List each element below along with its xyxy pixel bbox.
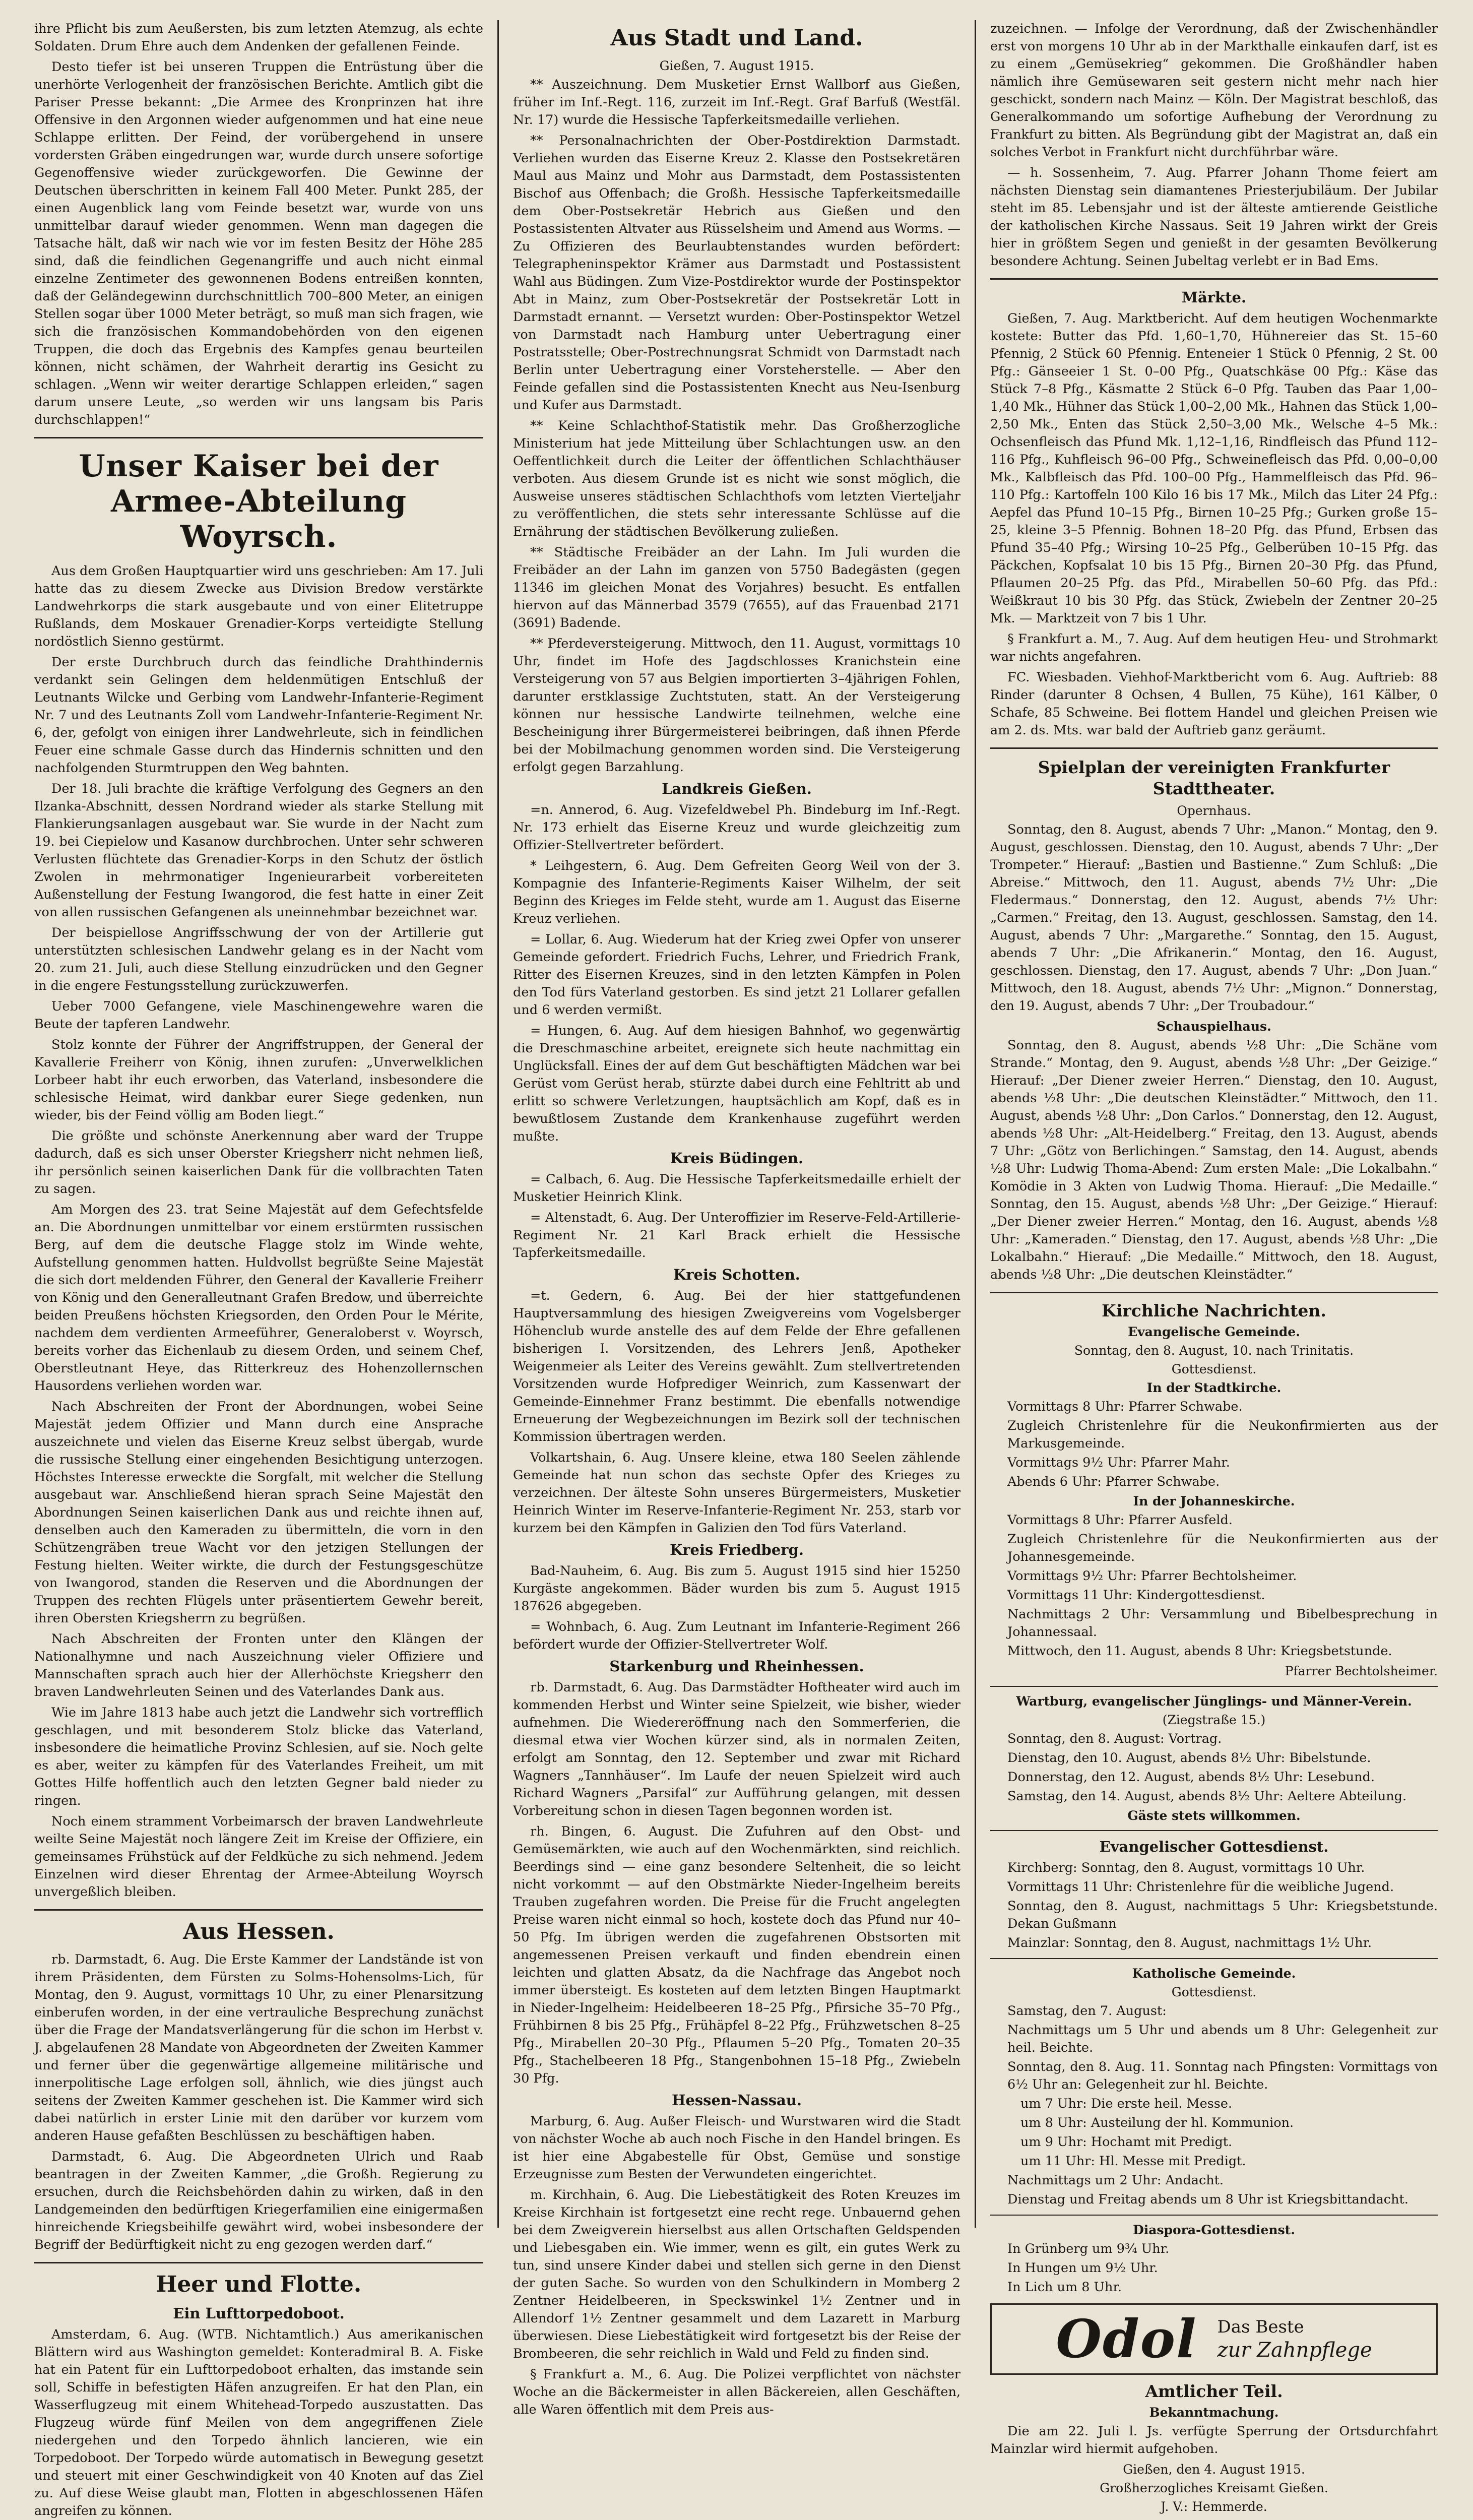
- paragraph: Der beispiellose Angriffsschwung der von der Artillerie gut unterstützten schlesischen Landwehr gelang es in der Nacht vom 20. zum 21. Juli, auch diese Stellung einzudrücken und den Gegner in die engere Festungsstellung zurückzuwerfen.: [34, 925, 483, 993]
- list-item: Sonntag, den 8. August: Vortrag.: [1007, 1731, 1222, 1746]
- paragraph: Gießen, 7. Aug. Marktbericht. Auf dem heutigen Wochenmarkte kostete: Butter das Pfd. 1,60–1,70, Hühnereier das St. 15–60 Pfennig, 2 Stück 60 Pfennig. Enteneier 1 Stück 0 Pfennig, 2 St. 00 Pfg.: Gänseeier 1 St. 0–00 Pfg., Quatschkäse 00 Pfg.: Käse das Stück 7–8 Pfg., Käsmatte 2 Stück 6–0 Pfg. Tauben das Paar 1,00–1,40 Mk., Hühner das Stück 1,00–2,00 Mk., Hahnen das Stück 1,00–2,50 Mk., Enten das Stück 2,50–3,00 Mk., Welsche 4–5 Mk.: Ochsenfleisch das Pfund Mk. 1,12–1,16, Rindfleisch das Pfund 112–116 Pfg., Kuhfleisch 96–00 Pfg., Schweinefleisch das Pfd. 0,00–0,00 Mk., Kalbfleisch das Pfd. 100–00 Pfg., Hammelfleisch das Pfd. 96–110 Pfg.: Kartoffeln 100 Kilo 16 bis 17 Mk., Milch das Liter 24 Pfg.: Aepfel das Pfund 10–15 Pfg., Birnen 10–25 Pfg.; Gurken große 15–25, kleine 3–5 Pfennig. Bohnen 18–20 Pfg. das Pfund, Erbsen das Pfund 35–40 Pfg.; Wirsing 10–25 Pfg., Gelberüben 10–15 Pfg. das Päckchen, Kopfsalat 10 bis 15 Pfg., Birnen 20–30 Pfg. das Pfund, Pflaumen 20–25 Pfg. das Pfd., Mirabellen 50–60 Pfg. das Pfd.: Weißkraut 10 bis 30 Pfg. das Stück, Zwiebeln der Zentner 20–25 Mk. — Marktzeit von 7 bis 1 Uhr.: [990, 311, 1438, 626]
- list-item: um 9 Uhr: Hochamt mit Predigt.: [1020, 2134, 1233, 2150]
- paragraph: =t. Gedern, 6. Aug. Bei der hier stattgefundenen Hauptversammlung des hiesigen Zweigvereins vom Vogelsberger Höhenclub wurde anstelle des auf dem Felde der Ehre gefallenen bisherigen I. Vorsitzenden, des Lehrers Jenß, Apotheker Weigenmeier als Leiter des Vereins gewählt. Zum stellvertretenden Vorsitzenden wurde Hofprediger Weinrich, zum Kassenwart der Gemeinde-Einnehmer Franz bestimmt. Die ebenfalls notwendige Erneuerung der Wegbezeichnungen im Bezirk soll der technischen Kommission übertragen werden.: [513, 1288, 960, 1444]
- divider: [990, 1292, 1438, 1293]
- paragraph: ** Städtische Freibäder an der Lahn. Im Juli wurden die Freibäder an der Lahn im ganzen von 5750 Badegästen (gegen 11346 im gleichen Monat des Vorjahres) besucht. Es entfallen hiervon auf das Männerbad 3579 (7655), auf das Frauenbad 2171 (3691) Badende.: [513, 545, 960, 631]
- list-item: Samstag, den 14. August, abends 8½ Uhr: Aeltere Abteilung.: [1007, 1789, 1407, 1804]
- list-item: Vormittags 9½ Uhr: Pfarrer Bechtolsheimer.: [1007, 1568, 1297, 1584]
- divider: [990, 278, 1438, 280]
- subhead: Hessen-Nassau.: [672, 2092, 802, 2109]
- signature: J. V.: Hemmerde.: [1161, 2499, 1267, 2514]
- list-item: Nachmittags 2 Uhr: Versammlung und Bibelbesprechung in Johannessaal.: [1007, 1607, 1438, 1640]
- list-item: um 7 Uhr: Die erste heil. Messe.: [1020, 2096, 1233, 2111]
- subhead-maerkte: Märkte.: [1181, 289, 1247, 306]
- list-item: In Hungen um 9½ Uhr.: [1007, 2260, 1158, 2276]
- list-item: Vormittags 11 Uhr: Christenlehre für die weibliche Jugend.: [1007, 1879, 1394, 1895]
- paragraph: ** Personalnachrichten der Ober-Postdirektion Darmstadt. Verliehen wurden das Eiserne Kreuz 2. Klasse den Postsekretären Maul aus Mainz und Mohr aus Darmstadt, dem Postassistenten Bischof aus Offenbach; die Großh. Hessische Tapferkeitsmedaille dem Ober-Postsekretär Hebrich aus Gießen und den Postassistenten Altvater aus Rüsselsheim und Amend aus Worms. — Zu Offizieren des Beurlaubtenstandes wurden befördert: Telegrapheninspektor Krämer aus Darmstadt und Postassistent Wahl aus Büdingen. Zum Vize-Postdirektor wurde der Postinspektor Abt in Mainz, zum Ober-Postsekretär der Postsekretär Lott in Darmstadt ernannt. — Versetzt wurden: Ober-Postinspektor Wetzel von Darmstadt nach Hamburg unter Uebertragung einer Postratsstelle; Ober-Postrechnungsrat Schmidt von Darmstadt nach Berlin unter Uebertragung einer Vorsteherstelle. — Aber den Feinde gefallen sind die Postassistenten Knecht aus Neu-Isenburg und Kufer aus Darmstadt.: [513, 133, 960, 413]
- list-item: Zugleich Christenlehre für die Neukonfirmierten aus der Markusgemeinde.: [1007, 1418, 1438, 1451]
- headline-hessen: Aus Hessen.: [183, 1919, 335, 1944]
- dateline: Gießen, 7. August 1915.: [659, 58, 814, 73]
- headline-stadt-land: Aus Stadt und Land.: [610, 25, 863, 51]
- paragraph: * Leihgestern, 6. Aug. Dem Gefreiten Georg Weil von der 3. Kompagnie des Infanterie-Regiments Kaiser Wilhelm, der seit Beginn des Krieges im Felde steht, wurde am 1. August das Eiserne Kreuz verliehen.: [513, 858, 960, 926]
- subhead: Katholische Gemeinde.: [1132, 1966, 1296, 1981]
- subhead: Starkenburg und Rheinhessen.: [609, 1658, 864, 1675]
- paragraph: ** Keine Schlachthof-Statistik mehr. Das Großherzogliche Ministerium hat jede Mitteilung über Schlachtungen usw. an den Oeffentlichkeit durch die Leiter der öffentlichen Schlachthäuser verboten. Aus diesem Grunde ist es nicht wie sonst möglich, die Ausweise unseres städtischen Schlachthofs vom letzten Vierteljahr zu veröffentlichen, die stets sehr interessante Schlüsse auf die Ernährung der städtischen Bevölkerung zuließen.: [513, 418, 960, 539]
- paragraph: Am Morgen des 23. trat Seine Majestät auf dem Gefechtsfelde an. Die Abordnungen unmittelbar vor einem erstürmten russischen Berg, auf dem die deutsche Flagge stolz im Winde wehte, Aufstellung genommen hatten. Huldvollst begrüßte Seine Majestät die sich dort meldenden Führer, den General der Kavallerie Freiherr von König und den Generalleutnant Grafen Bredow, und überreichte beiden Preußens höchsten Kriegsorden, den Orden Pour le Mérite, nachdem dem verdienten Armeeführer, Generaloberst v. Woyrsch, bereits vorher das Eichenlaub zu diesem Orden, und seinem Chef, Oberstleutnant Heye, das Ritterkreuz des Hohenzollernschen Hausordens verliehen worden war.: [34, 1202, 483, 1394]
- ad-tagline-1: Das Beste: [1217, 2317, 1304, 2337]
- subhead: Gottesdienst.: [1171, 1985, 1257, 1999]
- subhead: Sonntag, den 8. August, 10. nach Trinitatis.: [1074, 1343, 1354, 1358]
- paragraph: zuzeichnen. — Infolge der Verordnung, daß der Zwischenhändler erst von morgens 10 Uhr ab in der Markthalle einkaufen darf, ist es zu einem „Gemüsekrieg“ gekommen. Die Großhändler haben nämlich ihre Gemüsewaren seit gestern nicht mehr nach hier geschickt, sondern nach Mainz — Köln. Der Magistrat beschloß, das Generalkommando um sofortige Aufhebung der Verordnung zu Frankfurt zu bitten. Als Begründung gibt der Magistrat an, daß ein solches Verbot in Frankfurt nicht durchführbar wäre.: [990, 21, 1438, 160]
- paragraph: ** Pferdeversteigerung. Mittwoch, den 11. August, vormittags 10 Uhr, findet im Hofe des Jagdschlosses Kranichstein eine Versteigerung von 57 aus Belgien importierten 3–4jährigen Fohlen, darunter erstklassige Zuchtstuten, statt. An der Versteigerung können nur hessische Landwirte teilnehmen, welche eine Bescheinigung ihrer Bürgermeisterei beibringen, daß ihnen Pferde bei der Mobilmachung genommen worden sind. Die Versteigerung erfolgt gegen Barzahlung.: [513, 636, 960, 775]
- ad-brand: Odol: [1056, 2308, 1197, 2370]
- list-item: Dienstag und Freitag abends um 8 Uhr ist Kriegsbittandacht.: [1007, 2192, 1408, 2207]
- paragraph: Der erste Durchbruch durch das feindliche Drahthindernis verdankt sein Gelingen dem heldenmütigen Entschluß der Leutnants Wilcke und Gerbing vom Landwehr-Infanterie-Regiment Nr. 7 und des Leutnants Zoll vom Landwehr-Infanterie-Regiment Nr. 6, der, gefolgt von einigen ihrer Landwehrleute, sich in feindlichen Feuer eine schmale Gasse durch das Hindernis schnitten und den nachfolgenden Sturmtruppen den Weg bahnten.: [34, 655, 483, 776]
- divider: [34, 1909, 483, 1911]
- column-3: [975, 20, 1452, 2514]
- list-item: Nachmittags um 2 Uhr: Andacht.: [1007, 2173, 1224, 2188]
- subhead: Evangelischer Gottesdienst.: [1099, 1838, 1329, 1855]
- paragraph: = Wohnbach, 6. Aug. Zum Leutnant im Infanterie-Regiment 266 befördert wurde der Offizier-Stellvertreter Wolf.: [513, 1619, 960, 1652]
- paragraph: rh. Bingen, 6. August. Die Zufuhren auf den Obst- und Gemüsemärkten, wie auch auf den Wochenmärkten, sind reichlich. Beerdings sind — eine ganz besondere Seltenheit, die so leicht nicht vorkommt — auf den Obstmärkte Nieder-Ingelheim bereits Trauben zugefahren worden. Die Preise für die Frucht angelegten Preise waren nicht einmal so hoch, kostete doch das Pfund nur 40–50 Pfg. Im übrigen werden die zugefahrenen Obstsorten mit angemessenen Preisen verkauft und finden ebendrein einen leichten und glatten Absatz, da die Nachfrage das Angebot noch immer übersteigt. Es kosteten auf dem letzten Bingen Hauptmarkt in Nieder-Ingelheim: Heidelbeeren 18–25 Pfg., Pfirsiche 35–70 Pfg., Frühbirnen 8 bis 25 Pfg., Frühäpfel 8–22 Pfg., Frühzwetschen 8–25 Pfg., Mirabellen 20–30 Pfg., Pflaumen 5–20 Pfg., Tomaten 20–35 Pfg., Stachelbeeren 18 Pfg., Stangenbohnen 15–18 Pfg., Zwiebeln 30 Pfg.: [513, 1824, 960, 2086]
- paragraph: = Lollar, 6. Aug. Wiederum hat der Krieg zwei Opfer von unserer Gemeinde gefordert. Friedrich Fuchs, Lehrer, und Friedrich Frank, Ritter des Eisernen Kreuzes, sind in den letzten Kämpfen in Polen den Tod fürs Vaterland gestorben. Es sind jetzt 21 Lollarer gefallen und 6 werden vermißt.: [513, 932, 960, 1018]
- paragraph: =n. Annerod, 6. Aug. Vizefeldwebel Ph. Bindeburg im Inf.-Regt. Nr. 173 erhielt das Eiserne Kreuz und wurde gleichzeitig zum Offizier-Stellvertreter befördert.: [513, 802, 960, 853]
- divider: [990, 747, 1438, 749]
- subhead: Wartburg, evangelischer Jünglings- und Männer-Verein.: [1016, 1694, 1412, 1709]
- list-item: Sonntag, den 8. August, nachmittags 5 Uhr: Kriegsbetstunde. Dekan Gußmann: [1007, 1899, 1438, 1931]
- paragraph: Bad-Nauheim, 6. Aug. Bis zum 5. August 1915 sind hier 15250 Kurgäste angekommen. Bäder wurden bis zum 5. August 1915 187626 abgegeben.: [513, 1563, 960, 1614]
- signature: Pfarrer Bechtolsheimer.: [1285, 1664, 1438, 1678]
- paragraph: Die größte und schönste Anerkennung aber ward der Truppe dadurch, daß es sich unser Oberster Kriegsherr nicht nehmen ließ, ihr persönlich seinen kaiserlichen Dank für die vollbrachten Taten zu sagen.: [34, 1128, 483, 1196]
- headline-heer: Heer und Flotte.: [156, 2272, 362, 2297]
- headline-theater: Spielplan der vereinigten Frankfurter Stadttheater.: [1038, 758, 1390, 798]
- paragraph: Volkartshain, 6. Aug. Unsere kleine, etwa 180 Seelen zählende Gemeinde hat nun schon das sechste Opfer des Krieges zu verzeichnen. Der älteste Sohn unseres Bürgermeisters, Musketier Heinrich Winter im Reserve-Infanterie-Regiment Nr. 253, starb vor kurzem bei den Kämpfen in Galizien den Tod fürs Vaterland.: [513, 1450, 960, 1536]
- list-item: In Lich um 8 Uhr.: [1007, 2280, 1122, 2295]
- subhead: Diaspora-Gottesdienst.: [1133, 2223, 1295, 2237]
- subhead: In der Johanneskirche.: [1133, 1494, 1295, 1508]
- subhead: Kreis Friedberg.: [670, 1541, 804, 1558]
- subhead: Landkreis Gießen.: [662, 780, 812, 797]
- paragraph: § Frankfurt a. M., 6. Aug. Die Polizei verpflichtet von nächster Woche an die Bäckermeister in allen Bäckereien, allen Geschäften, alle Waren öffentlich mit dem Preis aus-: [513, 2367, 960, 2417]
- subhead: In der Stadtkirche.: [1146, 1380, 1282, 1395]
- headline-kaiser: Unser Kaiser bei der Armee-Abteilung Woyrsch.: [79, 449, 439, 554]
- paragraph: Der 18. Juli brachte die kräftige Verfolgung des Gegners an den Ilzanka-Abschnitt, dessen Nordrand wieder als starke Stellung mit Flankierungsanlagen ausgebaut war. Sie wurde in der Nacht zum 19. bei Ciepielow und Kasanow durchbrochen. Unter sehr schweren Verlusten flüchtete das Grenadier-Korps in den Schutz der östlich Zwolen in mehrmonatiger Ingenieurarbeit vorbereiteten Außenstellung der Festung Iwangorod, die fest hatte in einer Zeit von allen russischen Gefangenen als uneinnehmbar bezeichnet war.: [34, 781, 483, 920]
- paragraph: Ueber 7000 Gefangene, viele Maschinengewehre waren die Beute der tapferen Landwehr.: [34, 999, 483, 1032]
- list-item: Nachmittags um 5 Uhr und abends um 8 Uhr: Gelegenheit zur heil. Beichte.: [1007, 2023, 1438, 2055]
- paragraph: Sonntag, den 8. August, abends ½8 Uhr: „Die Schäne vom Strande.“ Montag, den 9. August, abends ½8 Uhr: „Der Geizige.“ Hierauf: „Der Diener zweier Herren.“ Dienstag, den 10. August, abends ½8 Uhr: „Die deutschen Kleinstädter.“ Mittwoch, den 11. August, abends ½8 Uhr: „Don Carlos.“ Donnerstag, den 12. August, abends ½8 Uhr: „Alt-Heidelberg.“ Freitag, den 13. August, abends 7 Uhr: „Götz von Berlichingen.“ Samstag, den 14. August, abends ½8 Uhr: Ludwig Thoma-Abend: Zum ersten Male: „Die Lokalbahn.“ Komödie in 3 Akten von Ludwig Thoma. Hierauf: „Die Medaille.“ Sonntag, den 15. August, abends ½8 Uhr: „Der Geizige.“ Hierauf: „Der Diener zweier Herren.“ Montag, den 16. August, abends ½8 Uhr: „Kameraden.“ Dienstag, den 17. August, abends ½8 Uhr: „Die Lokalbahn.“ Hierauf: „Die Medaille.“ Mittwoch, den 18. August, abends ½8 Uhr: „Die deutschen Kleinstädter.“: [990, 1038, 1438, 1282]
- list-item: Vormittags 8 Uhr: Pfarrer Ausfeld.: [1007, 1513, 1233, 1528]
- list-item: Donnerstag, den 12. August, abends 8½ Uhr: Lesebund.: [1007, 1770, 1375, 1785]
- subhead: Gottesdienst.: [1171, 1362, 1257, 1376]
- subhead: Bekanntmachung.: [1149, 2405, 1279, 2420]
- paragraph: Noch einem stramment Vorbeimarsch der braven Landwehrleute weilte Seine Majestät noch längere Zeit im Kreise der Offiziere, ein gemeinsames Frühstück auf der Feldküche zu sich nehmend. Jedem Einzelnen wird dieser Ehrentag der Armee-Abteilung Woyrsch unvergeßlich bleiben.: [34, 1814, 483, 1900]
- paragraph: ** Auszeichnung. Dem Musketier Ernst Wallborf aus Gießen, früher im Inf.-Regt. 116, zurzeit im Inf.-Regt. Graf Barfuß (Westfäl. Nr. 17) wurde die Hessische Tapferkeitsmedaille verliehen.: [513, 77, 960, 128]
- paragraph: FC. Wiesbaden. Viehhof-Marktbericht vom 6. Aug. Auftrieb: 88 Rinder (darunter 8 Ochsen, 4 Bullen, 75 Kühe), 161 Kälber, 0 Schafe, 85 Schweine. Bei flottem Handel und gleichen Preisen wie am 2. ds. Mts. war bald der Auftrieb ganz geräumt.: [990, 670, 1438, 738]
- paragraph: = Hungen, 6. Aug. Auf dem hiesigen Bahnhof, wo gegenwärtig die Dreschmaschine arbeitet, ereignete sich heute nachmittag ein Unglücksfall. Eines der auf dem Gut beschäftigten Mädchen war bei Gerüst vom Gerüst herab, stürzte dabei durch eine Fehltritt ab und erlitt so schwere Verletzungen, hauptsächlich am Kopf, daß es in bewußtlosem Zustande dem Krankenhause zugeführt werden mußte.: [513, 1023, 960, 1144]
- column-2: [497, 20, 975, 2417]
- signature: Großherzogliches Kreisamt Gießen.: [1100, 2481, 1328, 2495]
- note: Gäste stets willkommen.: [1127, 1808, 1301, 1823]
- list-item: Mainzlar: Sonntag, den 8. August, nachmittags 1½ Uhr.: [1007, 1935, 1372, 1950]
- list-item: Abends 6 Uhr: Pfarrer Schwabe.: [1007, 1474, 1220, 1489]
- list-item: um 11 Uhr: Hl. Messe mit Predigt.: [1020, 2154, 1246, 2169]
- divider: [34, 437, 483, 438]
- divider: [990, 1830, 1438, 1831]
- list-item: Dienstag, den 10. August, abends 8½ Uhr: Bibelstunde.: [1007, 1750, 1371, 1766]
- list-item: Vormittags 9½ Uhr: Pfarrer Mahr.: [1007, 1455, 1230, 1470]
- paragraph: rb. Darmstadt, 6. Aug. Das Darmstädter Hoftheater wird auch im kommenden Herbst und Winter seine Spielzeit, wie bisher, wieder aufnehmen. Die Wiedereröffnung nach den Sommerferien, die diesmal etwa vier Wochen kürzer sind, als in normalen Zeiten, erfolgt am Sonntag, den 12. September und zwar mit Richard Wagners „Tannhäuser“. Im Laufe der neuen Spielzeit wird auch Richard Wagners „Parsifal“ zur Aufführung gelangen, mit dessen Vorbereitung schon in diesen Tagen begonnen worden ist.: [513, 1680, 960, 1818]
- subhead: Kreis Schotten.: [673, 1266, 800, 1283]
- list-item: um 8 Uhr: Austeilung der hl. Kommunion.: [1020, 2115, 1294, 2130]
- subhead: (Ziegstraße 15.): [1162, 1713, 1266, 1727]
- paragraph: Wie im Jahre 1813 habe auch jetzt die Landwehr sich vortrefflich geschlagen, und mit besonderem Stolz blicke das Vaterland, insbesondere die heimatliche Provinz Schlesien, auf sie. Noch gelte es aber, weiter zu kämpfen für des Vaterlandes Freiheit, um mit Gottes Hilfe hoffentlich auch den letzten Gegner bald nieder zu ringen.: [34, 1705, 483, 1808]
- subhead: Ein Lufttorpedoboot.: [173, 2305, 345, 2322]
- list-item: Mittwoch, den 11. August, abends 8 Uhr: Kriegsbetstunde.: [1007, 1644, 1392, 1659]
- divider: [34, 2262, 483, 2263]
- paragraph: Sonntag, den 8. August, abends 7 Uhr: „Manon.“ Montag, den 9. August, geschlossen. Dienstag, den 10. August, abends 7 Uhr: „Der Trompeter.“ Hierauf: „Bastien und Bastienne.“ Zum Schluß: „Die Abreise.“ Mittwoch, den 11. August, abends 7½ Uhr: „Die Fledermaus.“ Donnerstag, den 12. August, abends 7½ Uhr: „Carmen.“ Freitag, den 13. August, geschlossen. Samstag, den 14. August, abends 7 Uhr: „Margarethe.“ Sonntag, den 15. August, abends 7 Uhr: „Die Afrikanerin.“ Montag, den 16. August, geschlossen. Dienstag, den 17. August, abends 7 Uhr: „Don Juan.“ Mittwoch, den 18. August, abends 7½ Uhr: „Mignon.“ Donnerstag, den 19. August, abends 7 Uhr: „Der Troubadour.“: [990, 822, 1438, 1014]
- subhead: Opernhaus.: [1177, 803, 1251, 818]
- paragraph: ihre Pflicht bis zum Aeußersten, bis zum letzten Atemzug, als echte Soldaten. Drum Ehre auch dem Andenken der gefallenen Feinde.: [34, 21, 483, 54]
- ad-tagline-2: zur Zahnpflege: [1217, 2339, 1372, 2362]
- list-item: Kirchberg: Sonntag, den 8. August, vormittags 10 Uhr.: [1007, 1860, 1365, 1875]
- list-item: Samstag, den 7. August:: [1007, 2003, 1167, 2019]
- paragraph: Nach Abschreiten der Front der Abordnungen, wobei Seine Majestät jedem Offizier und Mann durch eine Ansprache auszeichnete und vielen das Eiserne Kreuz selbst übergab, wurde die russische Stellung einer eingehenden Besichtigung unterzogen. Höchstes Interesse erweckte die Sorgfalt, mit welcher die Stellung ausgebaut war. Anschließend hieran sprach Seine Majestät den Abordnungen Seinen kaiserlichen Dank aus und reichte ihnen auf, denselben auch den Kameraden zu übermitteln, die vorn in den Schützengräben treue Wacht vor den jetzigen Stellungen der Festung hielten. Weiter wirkte, die durch der Festungsgeschütze von Iwangorod, standen die Reserven und die Abordnungen der Truppen des rechten Flügels unter präsentiertem Gewehr bereit, ihren Obersten Kriegsherrn zu begrüßen.: [34, 1399, 483, 1626]
- divider: [990, 1686, 1438, 1687]
- paragraph: Aus dem Großen Hauptquartier wird uns geschrieben: Am 17. Juli hatte das zu diesem Zwecke aus Division Bredow verstärkte Landwehrkorps die stark ausgebaute und von einer Elitetruppe Rußlands, dem Moskauer Grenadier-Korps verteidigte Stellung nordöstlich Sienno gestürmt.: [34, 563, 483, 649]
- column-1: [20, 20, 497, 2518]
- list-item: Vormittags 8 Uhr: Pfarrer Schwabe.: [1007, 1399, 1243, 1414]
- odol-advertisement: [990, 2303, 1438, 2375]
- list-item: Vormittags 11 Uhr: Kindergottesdienst.: [1007, 1588, 1265, 1603]
- paragraph: Die am 22. Juli l. Js. verfügte Sperrung der Ortsdurchfahrt Mainzlar wird hiermit aufgehoben.: [990, 2424, 1438, 2456]
- list-item: Zugleich Christenlehre für die Neukonfirmierten aus der Johannesgemeinde.: [1007, 1532, 1438, 1564]
- paragraph: Stolz konnte der Führer der Angriffstruppen, der General der Kavallerie Freiherr von König, ihnen zurufen: „Unverwelklichen Lorbeer habt ihr euch erworben, das Vaterland, insbesondere die schlesische Heimat, wird dankbar eurer Siege gedenken, nun wieder, bis der Feind völlig am Boden liegt.“: [34, 1037, 483, 1123]
- paragraph: Marburg, 6. Aug. Außer Fleisch- und Wurstwaren wird die Stadt von nächster Woche ab auch noch Fische in den Handel bringen. Es ist hier eine Abgabestelle für Obst, Gemüse und sonstige Erzeugnisse zum Besten der Verwundeten eingerichtet.: [513, 2114, 960, 2182]
- paragraph: rb. Darmstadt, 6. Aug. Die Erste Kammer der Landstände ist von ihrem Präsidenten, dem Fürsten zu Solms-Hohensolms-Lich, für Montag, den 9. August, vormittags 10 Uhr, zu einer Plenarsitzung einberufen worden, in der eine vertrauliche Besprechung zunächst über die Frage der Mandatsverlängerung für die schon im Herbst v. J. abgelaufenen 28 Mandate von Abgeordneten der Zweiten Kammer und ferner über die gegenwärtige allgemeine militärische und innerpolitische Lage erfolgen soll, ähnlich, wie dies jüngst auch seitens der Zweiten Kammer geschehen ist. Die Kammer wird sich dabei natürlich in erster Linie mit den darüber vor kurzem vom anderen Hause gefaßten Beschlüssen zu beschäftigen haben.: [34, 1952, 483, 2144]
- paragraph: § Frankfurt a. M., 7. Aug. Auf dem heutigen Heu- und Strohmarkt war nichts angefahren.: [990, 632, 1438, 664]
- paragraph: — h. Sossenheim, 7. Aug. Pfarrer Johann Thome feiert am nächsten Dienstag sein diamantenes Priesterjubiläum. Der Jubilar steht im 85. Lebensjahr und ist der älteste amtierende Geistliche der katholischen Kirche Nassaus. Seit 19 Jahren wirkt der Greis hier in größtem Segen und genießt in der gesamten Bevölkerung besondere Achtung. Seinen Jubeltag verlebt er in Bad Ems.: [990, 165, 1438, 269]
- paragraph: m. Kirchhain, 6. Aug. Die Liebestätigkeit des Roten Kreuzes im Kreise Kirchhain ist fortgesetzt eine recht rege. Unbauernd gehen bei dem Zweigverein hierselbst aus allen Ortschaften Geldspenden und Liebesgaben ein. Wie immer, wenn es gilt, ein gutes Werk zu tun, sind unsere Kinder dabei und stellen sich gerne in den Dienst der guten Sache. So wurden von den Schulkindern in Momberg 2 Zentner Heidelbeeren, in Speckswinkel 1½ Zentner und in Allendorf 1½ Zentner gesammelt und dem Lazarett in Marburg überwiesen. Diese Liebestätigkeit wird fortgesetzt bis der Reise der Brombeeren, die sehr reichlich in Wald und Feld zu finden sind.: [513, 2187, 960, 2361]
- subhead: Kreis Büdingen.: [670, 1150, 804, 1167]
- paragraph: = Altenstadt, 6. Aug. Der Unteroffizier im Reserve-Feld-Artillerie-Regiment Nr. 21 Karl Brack erhielt die Hessische Tapferkeitsmedaille.: [513, 1210, 960, 1261]
- subhead: Evangelische Gemeinde.: [1128, 1325, 1300, 1339]
- ad-tagline: [1218, 2316, 1372, 2362]
- divider: [990, 2215, 1438, 2216]
- list-item: In Grünberg um 9¾ Uhr.: [1007, 2241, 1170, 2256]
- paragraph: Desto tiefer ist bei unseren Truppen die Entrüstung über die unerhörte Verlogenheit der französischen Berichte. Amtlich gibt die Pariser Presse bekannt: „Die Armee des Kronprinzen hat ihre Offensive in den Argonnen wieder aufgenommen und hat eine neue Schlappe erlitten. Der Feind, der vorübergehend in unsere vordersten Gräben eingedrungen war, wurde durch unsere sofortige Gegenoffensive wieder zurückgeworfen. Die Gewinne der Deutschen überschritten in keinem Fall 400 Meter. Punkt 285, der einen Augenblick lang vom Feinde besetzt war, wurde von uns unmittelbar darauf wieder genommen. Wenn man dagegen die Tatsache hält, daß wir nach wie vor im festen Besitz der Höhe 285 sind, daß die feindlichen Gegenangriffe und auch nicht einmal einzelne Zentimeter des gewonnenen Bodens entreißen konnten, daß der Geländegewinn durchschnittlich 700–800 Meter, an einigen Stellen sogar über 1000 Meter beträgt, so muß man sich fragen, wie sich die französischen Kommandobehörden von den eigenen Truppen, die doch das Ergebnis des Kampfes genau beurteilen können, nicht schämen, der Wahrheit derartig ins Gesicht zu schlagen. „Wenn wir weiter derartige Schlappen erleiden,“ sagen darum unsere Leute, „so werden wir uns langsam bis Paris durchschlappen!“: [34, 59, 484, 427]
- paragraph: Nach Abschreiten der Fronten unter den Klängen der Nationalhymne und nach Auszeichnung vieler Offiziere und Mannschaften sprach auch hier der Allerhöchste Kriegsherr den braven Landwehrleuten Seinen und des Vaterlandes Dank aus.: [34, 1631, 483, 1699]
- subhead: Schauspielhaus.: [1157, 1019, 1271, 1034]
- dateline: Gießen, den 4. August 1915.: [1123, 2462, 1305, 2477]
- headline-kirche: Kirchliche Nachrichten.: [1102, 1301, 1326, 1320]
- list-item: Sonntag, den 8. Aug. 11. Sonntag nach Pfingsten: Vormittags von 6½ Uhr an: Gelegenheit zur hl. Beichte.: [1007, 2059, 1438, 2092]
- paragraph: = Calbach, 6. Aug. Die Hessische Tapferkeitsmedaille erhielt der Musketier Heinrich Klink.: [513, 1172, 960, 1205]
- divider: [990, 1958, 1438, 1959]
- paragraph: Amsterdam, 6. Aug. (WTB. Nichtamtlich.) Aus amerikanischen Blättern wird aus Washington gemeldet: Konteradmiral B. A. Fiske hat ein Patent für ein Lufttorpedoboot erhalten, das imstande sein soll, Schiffe in befestigten Häfen anzugreifen. Er hat den Plan, ein Wasserflugzeug mit einem Whitehead-Torpedo auszustatten. Das Flugzeug würde fünf Meilen von dem angegriffenen Ziele niedergehen und den Torpedo ähnlich lancieren, wie ein Torpedoboot. Der Torpedo würde automatisch in Bewegung gesetzt und steuert mit einer Geschwindigkeit von 40 Knoten auf das Ziel zu. Auf diese Weise glaubt man, Flotten in abgeschlossenen Häfen angreifen zu können.: [34, 2327, 483, 2518]
- headline-amtlich: Amtlicher Teil.: [1145, 2381, 1283, 2401]
- paragraph: Darmstadt, 6. Aug. Die Abgeordneten Ulrich und Raab beantragen in der Zweiten Kammer, „die Großh. Regierung zu ersuchen, durch die Reichsbehörden dahin zu wirken, daß in den Landgemeinden den bedürftigen Kriegerfamilien eine einigermaßen hinreichende Kriegsbeihilfe gewährt wird, wobei insbesondere der Begriff der Bedürftigkeit nicht zu eng gezogen werden darf.“: [34, 2149, 483, 2252]
